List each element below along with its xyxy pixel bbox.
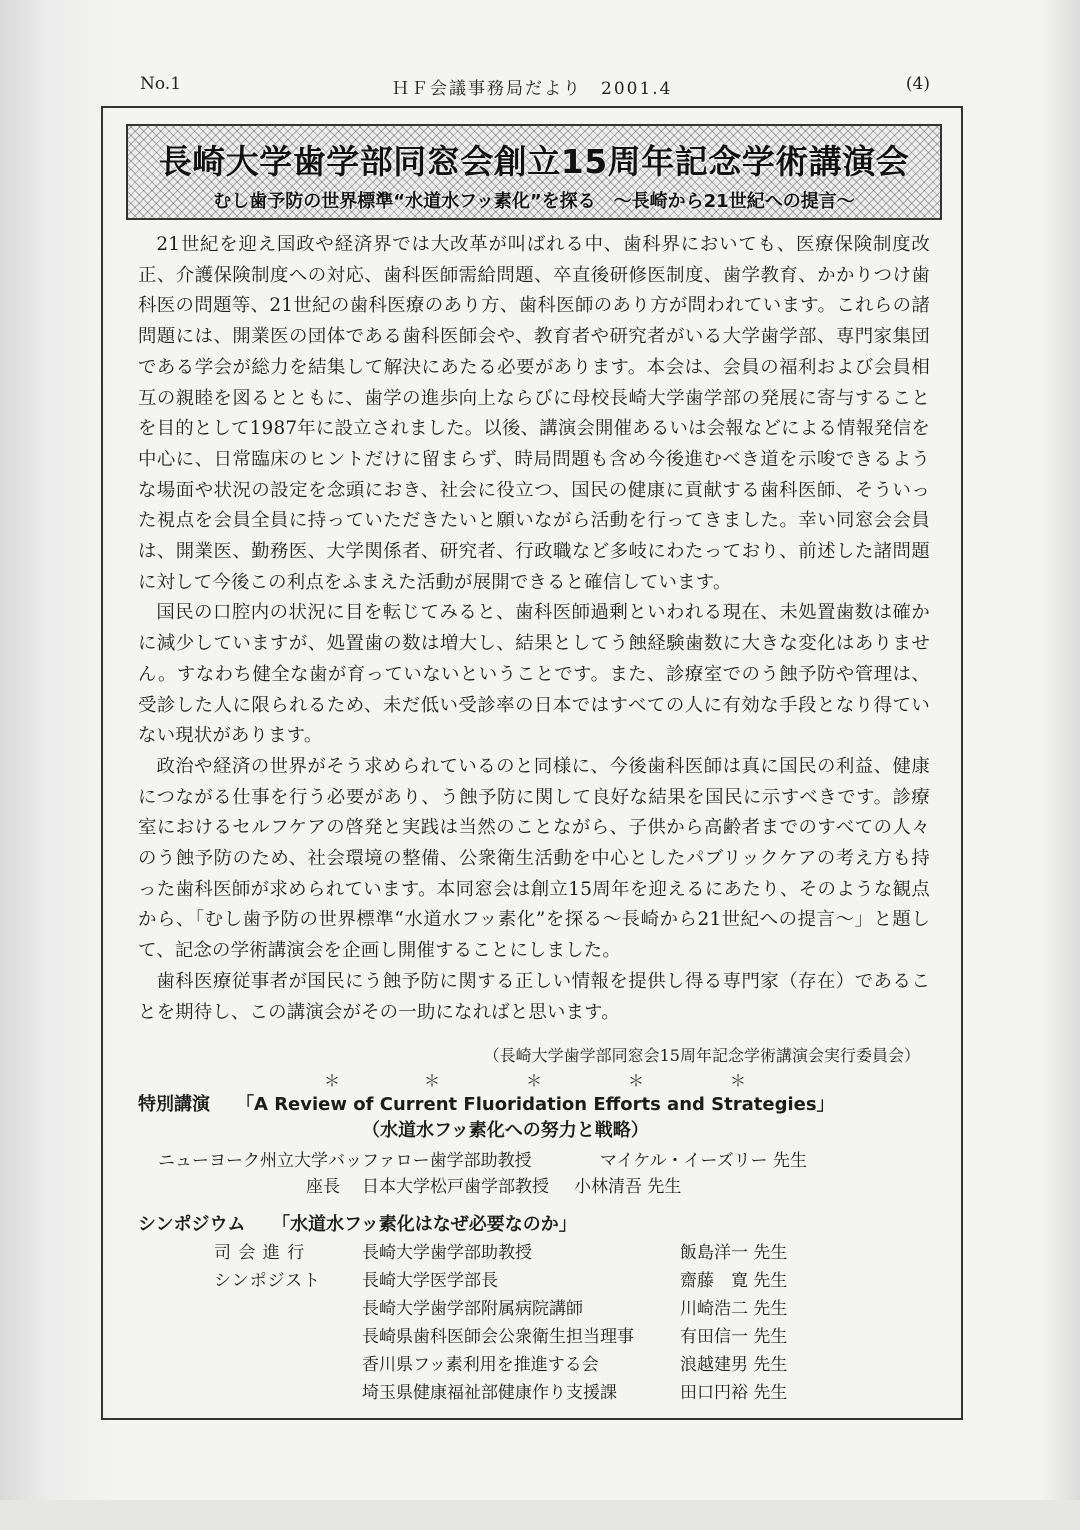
- symposium-label: シンポジウム: [138, 1214, 246, 1235]
- divider-star: ＊: [424, 1071, 441, 1090]
- symposium-name: 浪越建男 先生: [680, 1355, 788, 1375]
- speaker-affiliation: ニューヨーク州立大学バッファロー歯学部助教授: [158, 1151, 532, 1171]
- newsletter-title: ＨＦ会議事務局だより 2001.4: [392, 79, 673, 99]
- symposium-affiliation: 長崎県歯科医師会公衆衛生担当理事: [362, 1327, 634, 1347]
- body-paragraph-3: 政治や経済の世界がそう求められているのと同様に、今後歯科医師は真に国民の利益、健康につながる仕事を行う必要があり、う蝕予防に関して良好な結果を国民に示すべきです。診療室におけるセルフケアの啓発と実践は当然のことながら、子供から高齢者までのすべての人々のう蝕予防のため、社会環境の整備、公衆衛生活動を中心としたパブリックケアの考え方も持った歯科医師が求められています。本同窓会は創立15周年を迎えるにあたり、そのような観点から、「むし歯予防の世界標準“水道水フッ素化”を探る～長崎から21世紀への提言～」と題して、記念の学術講演会を企画し開催することにしました。: [138, 755, 930, 962]
- special-lecture-title-ja: （水道水フッ素化への努力と戦略）: [362, 1120, 649, 1141]
- section-divider: [0, 1068, 1080, 1088]
- symposium-affiliation: 埼玉県健康福祉部健康作り支援課: [362, 1383, 617, 1403]
- symposium-row: [0, 1266, 1080, 1294]
- symposium-row: [0, 1350, 1080, 1378]
- divider-star: ＊: [526, 1071, 543, 1090]
- speaker-name: マイケル・イーズリー 先生: [600, 1151, 808, 1171]
- page-number: (4): [905, 74, 930, 94]
- body-paragraph-4: 歯科医療従事者が国民にう蝕予防に関する正しい情報を提供し得る専門家（存在）であることを期待し、この講演会がその一助になればと思います。: [138, 970, 930, 1023]
- symposium-row: [0, 1238, 1080, 1266]
- symposium-row: [0, 1294, 1080, 1322]
- symposium-role: シンポジスト: [214, 1271, 322, 1291]
- chair-name: 小林清吾 先生: [574, 1177, 682, 1197]
- symposium-affiliation: 長崎大学歯学部助教授: [362, 1243, 532, 1263]
- symposium-affiliation: 香川県フッ素利用を推進する会: [362, 1355, 599, 1375]
- article-subtitle: むし歯予防の世界標準“水道水フッ素化”を探る ～長崎から21世紀への提言～: [213, 191, 855, 212]
- symposium-name: 川崎浩二 先生: [680, 1299, 788, 1319]
- body-paragraph-1: 21世紀を迎え国政や経済界では大改革が叫ばれる中、歯科界においても、医療保険制度改正、介護保険制度への対応、歯科医師需給問題、卒直後研修医制度、歯学教育、かかりつけ歯科医の問題等、21世紀の歯科医療のあり方、歯科医師のあり方が問われています。これらの諸問題には、開業医の団体である歯科医師会や、教育者や研究者がいる大学歯学部、専門家集団である学会が総力を結集して解決にあたる必要があります。本会は、会員の福利および会員相互の親睦を図るとともに、歯学の進歩向上ならびに母校長崎大学歯学部の発展に寄与することを目的として1987年に設立されました。以後、講演会開催あるいは会報などによる情報発信を中心に、日常臨床のヒントだけに留まらず、時局問題も含め今後進むべき道を示唆できるような場面や状況の設定を念頭におき、社会に役立つ、国民の健康に貢献する歯科医師、そういった視点を会員全員に持っていただきたいと願いながら活動を行ってきました。幸い同窓会会員は、開業医、勤務医、大学関係者、研究者、行政職など多岐にわたっており、前述した諸問題に対して今後この利点をふまえた活動が展開できると確信しています。: [138, 234, 930, 593]
- symposium-role: 司 会 進 行: [214, 1243, 306, 1263]
- special-lecture-title: 「A Review of Current Fluoridation Efforts and Strategies」: [236, 1094, 835, 1115]
- body-paragraph-2: 国民の口腔内の状況に目を転じてみると、歯科医師過剰といわれる現在、未処置歯数は確かに減少していますが、処置歯の数は増大し、結果としてう蝕経験歯数に大きな変化はありません。すなわち健全な歯が育っていないということです。また、診療室でのう蝕予防や管理は、受診した人に限られるため、未だ低い受診率の日本ではすべての人に有効な手段となり得ていない現状があります。: [138, 602, 930, 747]
- symposium-row: [0, 1378, 1080, 1406]
- article-title: 長崎大学歯学部同窓会創立15周年記念学術講演会: [158, 142, 910, 181]
- chair-affiliation: 日本大学松戸歯学部教授: [362, 1177, 549, 1197]
- symposium-affiliation: 長崎大学医学部長: [362, 1271, 498, 1291]
- symposium-name: 齋藤 寛 先生: [680, 1271, 788, 1291]
- divider-star: ＊: [628, 1071, 645, 1090]
- symposium-affiliation: 長崎大学歯学部附属病院講師: [362, 1299, 583, 1319]
- symposium-name: 飯島洋一 先生: [680, 1243, 788, 1263]
- title-banner: [126, 124, 942, 220]
- page-header: [140, 74, 930, 104]
- special-lecture-label: 特別講演: [138, 1094, 210, 1115]
- divider-star: ＊: [324, 1071, 341, 1090]
- divider-star: ＊: [730, 1071, 747, 1090]
- symposium-name: 田口円裕 先生: [680, 1383, 788, 1403]
- article-body: [138, 230, 930, 1028]
- chair-label: 座長: [306, 1177, 340, 1197]
- issue-number: No.1: [140, 74, 182, 94]
- symposium-title: 「水道水フッ素化はなぜ必要なのか」: [272, 1214, 577, 1235]
- committee-signature: （長崎大学歯学部同窓会15周年記念学術講演会実行委員会）: [483, 1046, 920, 1065]
- symposium-row: [0, 1322, 1080, 1350]
- symposium-name: 有田信一 先生: [680, 1327, 788, 1347]
- scan-bottom-edge: [0, 1500, 1080, 1530]
